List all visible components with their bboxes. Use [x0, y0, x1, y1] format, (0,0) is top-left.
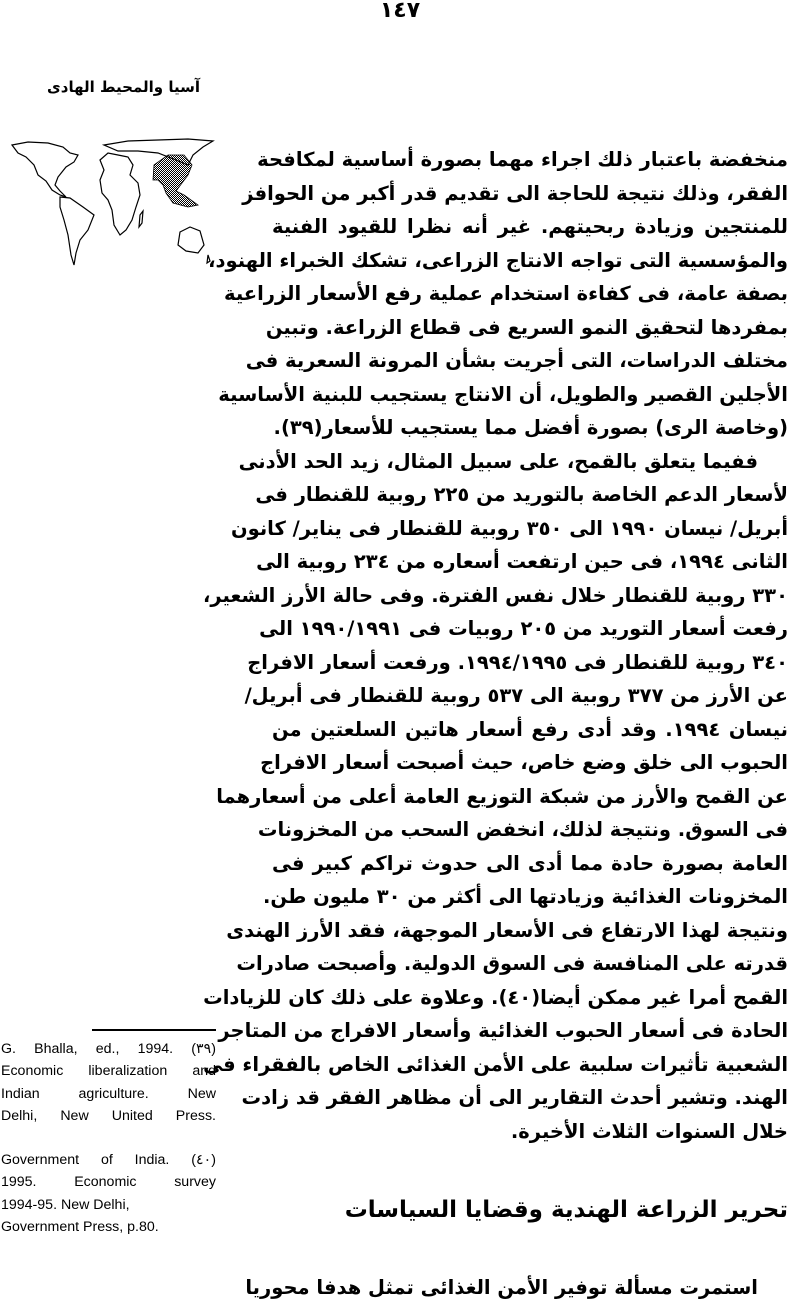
world-map-icon [8, 135, 218, 275]
footnote-text: Economic liberalization and [1, 1063, 216, 1080]
body-line: العامة بصورة حادة مما أدى الى حدوث تراكم كبير فى [272, 851, 788, 875]
footnote-39 [1, 1038, 216, 1127]
footnote-text: Delhi, New United Press. [1, 1107, 216, 1124]
body-line: الفقر، وذلك نتيجة للحاجة الى تقديم قدر أكبر من الحوافز [242, 181, 788, 205]
body-line: مختلف الدراسات، التى أجريت بشأن المرونة السعرية فى [245, 349, 788, 372]
body-line: قدرته على المنافسة فى السوق الدولية. وأصبحت صادرات [236, 952, 788, 975]
body-line: الثانى ١٩٩٤، فى حين ارتفعت أسعاره من ٢٣٤ روبية الى [256, 550, 788, 573]
footnotes [1, 1038, 216, 1260]
footnote-text: Indian agriculture. New [1, 1085, 216, 1102]
body-line: للمنتجين وزيادة ربحيتهم. غير أنه نظرا للقيود الفنية [272, 215, 788, 238]
body-line: استمرت مسألة توفير الأمن الغذائى تمثل هدفا محوريا [245, 1276, 758, 1299]
running-head: آسيا والمحيط الهادى [47, 78, 200, 96]
body-line: أبريل/ نيسان ١٩٩٠ الى ٣٥٠ روبية للقنطار فى يناير/ كانون [230, 516, 788, 540]
body-line: ونتيجة لهذا الارتفاع فى الأسعار الموجهة، فقد الأرز الهندى [226, 918, 788, 942]
body-line: ٣٤٠ روبية للقنطار فى ١٩٩٤/١٩٩٥. ورفعت أسعار الافراج [247, 650, 788, 674]
footnote-marker: (٤٠) [191, 1152, 216, 1169]
body-line: عن الأرز من ٣٧٧ روبية الى ٥٣٧ روبية للقنطار فى أبريل/ [244, 684, 788, 707]
body-line: الأجلين القصير والطويل، أن الانتاج يستجيب للبنية الأساسية [218, 382, 788, 406]
body-line: نيسان ١٩٩٤. وقد أدى رفع أسعار هاتين السلعتين من [272, 717, 788, 741]
page-number: ١٤٧ [379, 0, 421, 23]
footnote-text: G. Bhalla, ed., 1994. [1, 1041, 174, 1057]
body-line: ففيما يتعلق بالقمح، على سبيل المثال، زيد الحد الأدنى [238, 449, 758, 473]
body-line: خلال السنوات الثلاث الأخيرة. [510, 1119, 788, 1143]
footnote-text: 1994-95. New Delhi, [1, 1196, 130, 1213]
footnote-40 [1, 1149, 216, 1238]
body-line: المخزونات الغذائية وزيادتها الى أكثر من ٣٠ مليون طن. [263, 885, 788, 908]
body-line: بمفردها لتحقيق النمو السريع فى قطاع الزراعة. وتبين [265, 315, 788, 339]
body-line: القمح أمرا غير ممكن أيضا(٤٠). وعلاوة على ذلك كان للزيادات [203, 985, 788, 1009]
footnote-text: Government Press, p.80. [1, 1219, 159, 1236]
body-line: الشعبية تأثيرات سلبية على الأمن الغذائى الخاص بالفقراء فى [203, 1052, 788, 1076]
body-line: والمؤسسية التى تواجه الانتاج الزراعى، تشكك الخبراء الهنود، [208, 248, 788, 272]
section-heading: تحرير الزراعة الهندية وقضايا السياسات [344, 1197, 788, 1223]
footnote-marker: (٣٩) [191, 1041, 216, 1057]
body-text [203, 143, 788, 1148]
footnote-text: Government of India. [1, 1152, 170, 1169]
body-line: الحادة فى أسعار الحبوب الغذائية وأسعار الافراج من المتاجر [218, 1019, 788, 1042]
body-line: فى السوق. ونتيجة لذلك، انخفض السحب من المخزونات [257, 818, 788, 841]
body-line: منخفضة باعتبار ذلك اجراء مهما بصورة أساسية لمكافحة [257, 148, 788, 171]
body-line: عن القمح والأرز من شبكة التوزيع العامة أعلى من أسعارهما [216, 784, 788, 808]
body-line: الهند. وتشير أحدث التقارير الى أن مظاهر الفقر قد زادت [241, 1086, 788, 1109]
body-line: لأسعار الدعم الخاصة بالتوريد من ٢٢٥ روبية للقنطار فى [255, 483, 788, 506]
footnote-divider [92, 1029, 216, 1031]
footnote-text: 1995. Economic survey [1, 1174, 216, 1191]
body-line: بصفة عامة، فى كفاءة استخدام عملية رفع الأسعار الزراعية [224, 282, 788, 305]
body-line: الحبوب الى خلق وضع خاص، حيث أصبحت أسعار الافراج [260, 751, 788, 774]
body-line: ٣٣٠ روبية للقنطار خلال نفس الفترة. وفى حالة الأرز الشعير، [203, 583, 788, 607]
body-line: رفعت أسعار التوريد من ٢٠٥ روبيات فى ١٩٩٠/١٩٩١ الى [259, 617, 788, 640]
body-line: (وخاصة الرى) بصورة أفضل مما يستجيب للأسعار(٣٩). [273, 416, 788, 439]
